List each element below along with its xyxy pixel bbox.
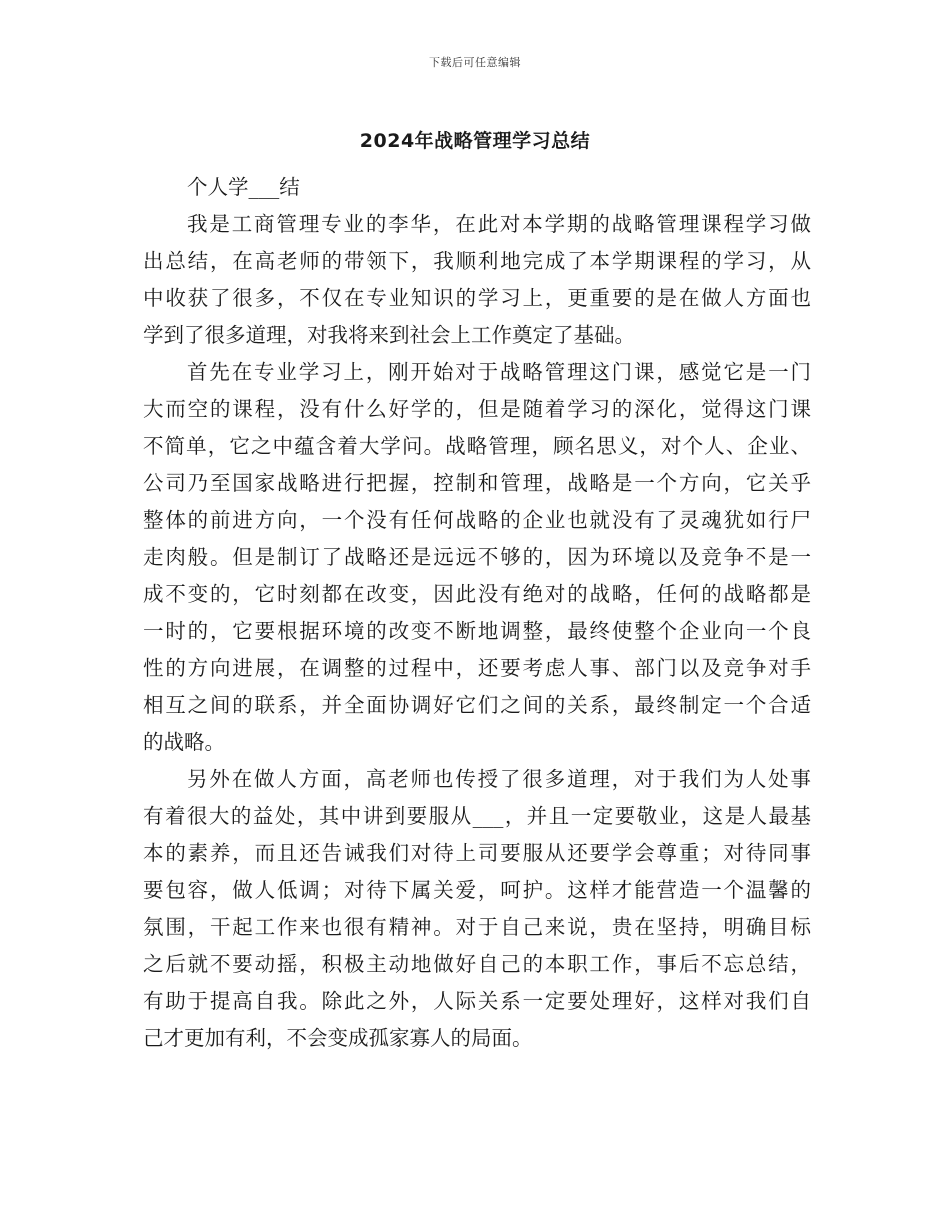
- paragraph-line: 出总结，在高老师的带领下，我顺利地完成了本学期课程的学习，从: [143, 249, 811, 273]
- paragraph-line: 不简单，它之中蕴含着大学问。战略管理，顾名思义，对个人、企业、: [143, 434, 811, 458]
- paragraph-line: 的战略。: [143, 730, 225, 754]
- document-body: [143, 169, 811, 1057]
- paragraph-line: 之后就不要动摇，积极主动地做好自己的本职工作，事后不忘总结，: [143, 952, 811, 976]
- paragraph-line: 学到了很多道理，对我将来到社会上工作奠定了基础。: [143, 323, 635, 347]
- paragraph-line: 中收获了很多，不仅在专业知识的学习上，更重要的是在做人方面也: [143, 286, 811, 310]
- paragraph-line: 另外在做人方面，高老师也传授了很多道理，对于我们为人处事: [187, 767, 811, 791]
- header-note: 下载后可任意编辑: [429, 56, 521, 69]
- paragraph-line: 整体的前进方向，一个没有任何战略的企业也就没有了灵魂犹如行尸: [143, 508, 811, 532]
- subtitle-line: 个人学___结: [187, 175, 300, 199]
- paragraph-line: 己才更加有利，不会变成孤家寡人的局面。: [143, 1026, 533, 1050]
- paragraph-line: 有着很大的益处，其中讲到要服从___，并且一定要敬业，这是人最基: [143, 804, 811, 828]
- paragraph-line: 相互之间的联系，并全面协调好它们之间的关系，最终制定一个合适: [143, 693, 811, 717]
- paragraph-line: 走肉般。但是制订了战略还是远远不够的，因为环境以及竞争不是一: [143, 545, 811, 569]
- paragraph-line: 性的方向进展，在调整的过程中，还要考虑人事、部门以及竞争对手: [143, 656, 811, 680]
- document-title: 2024年战略管理学习总结: [359, 130, 591, 152]
- paragraph-line: 本的素养，而且还告诫我们对待上司要服从还要学会尊重；对待同事: [143, 841, 811, 865]
- paragraph-line: 首先在专业学习上，刚开始对于战略管理这门课，感觉它是一门: [187, 360, 811, 384]
- paragraph-line: 一时的，它要根据环境的改变不断地调整，最终使整个企业向一个良: [143, 619, 811, 643]
- paragraph-line: 我是工商管理专业的李华，在此对本学期的战略管理课程学习做: [187, 212, 811, 236]
- paragraph-line: 大而空的课程，没有什么好学的，但是随着学习的深化，觉得这门课: [143, 397, 811, 421]
- paragraph-line: 公司乃至国家战略进行把握，控制和管理，战略是一个方向，它关乎: [143, 471, 811, 495]
- paragraph-line: 有助于提高自我。除此之外，人际关系一定要处理好，这样对我们自: [143, 989, 811, 1013]
- paragraph-line: 要包容，做人低调；对待下属关爱，呵护。这样才能营造一个温馨的: [143, 878, 811, 902]
- paragraph-line: 氛围，干起工作来也很有精神。对于自己来说，贵在坚持，明确目标: [143, 915, 811, 939]
- paragraph-line: 成不变的，它时刻都在改变，因此没有绝对的战略，任何的战略都是: [143, 582, 811, 606]
